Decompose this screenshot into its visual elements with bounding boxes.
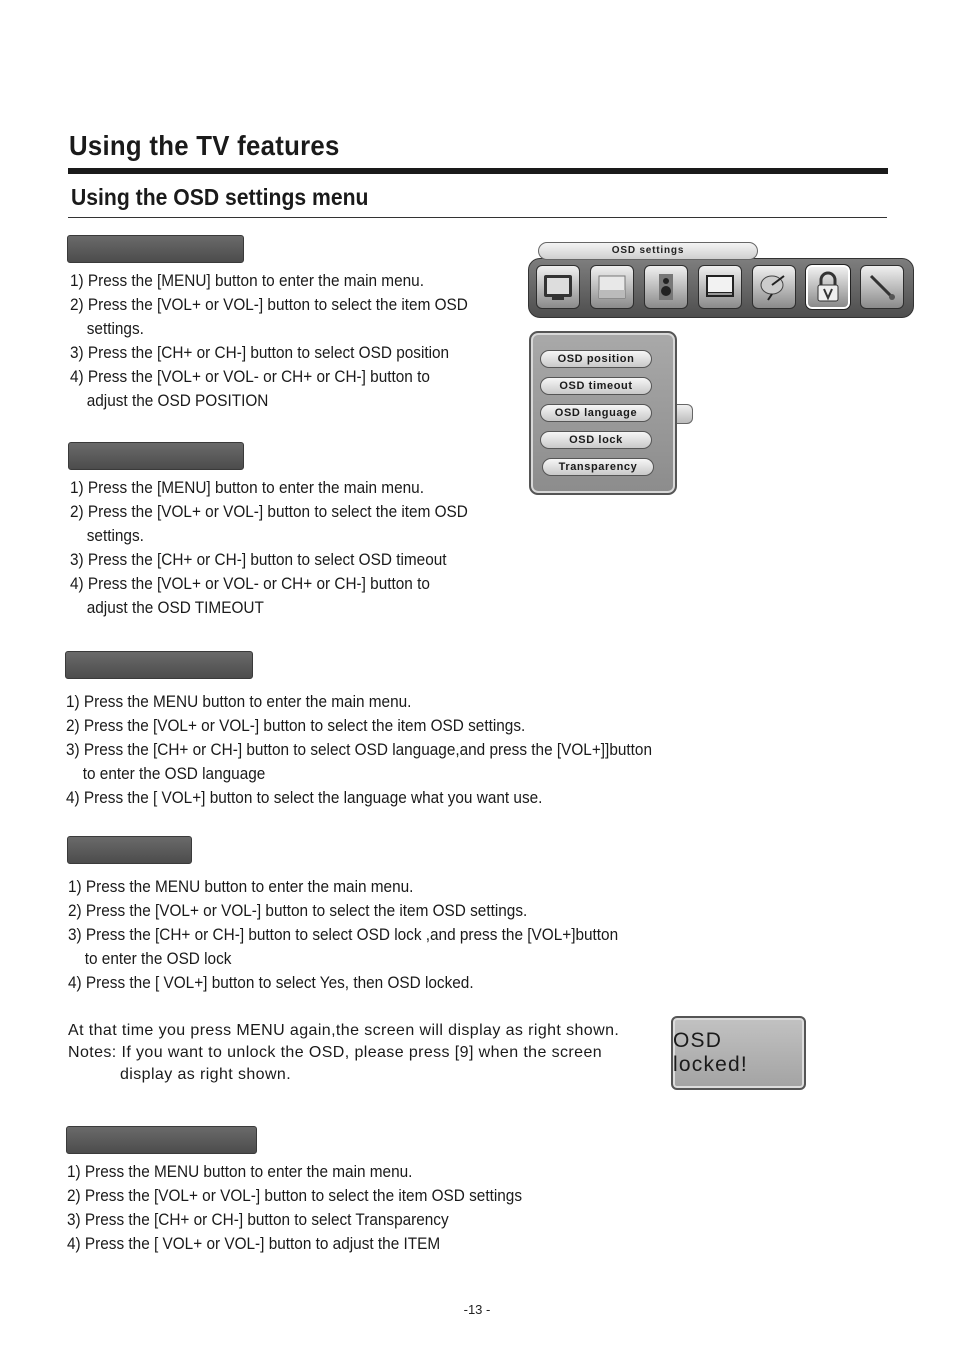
step-item: 4) Press the [VOL+ or VOL- or CH+ or CH-] button to adjust the OSD TIMEOUT [70, 575, 430, 617]
step-item: 2) Press the [VOL+ or VOL-] button to select the item OSD settings [67, 1187, 523, 1205]
submenu-side-tab [677, 404, 693, 424]
steps-osd-position [70, 269, 498, 413]
osd-locked-screen [671, 1016, 806, 1090]
step-item: 1) Press the [MENU] button to enter the main menu. [70, 479, 424, 497]
step-item: 1) Press the [MENU] button to enter the main menu. [70, 272, 424, 290]
step-item: 4) Press the [ VOL+] button to select Yes, then OSD locked. [68, 974, 474, 992]
lock-note-line: Notes: If you want to unlock the OSD, please press [9] when the screen [68, 1044, 603, 1061]
submenu-item-osd-position: OSD position [540, 350, 652, 368]
step-item: 3) Press the [CH+ or CH-] button to select OSD lock ,and press the [VOL+]button to enter the OSD lock [68, 926, 619, 968]
step-item: 2) Press the [VOL+ or VOL-] button to select the item OSD settings. [70, 296, 468, 338]
osd-submenu-panel [529, 331, 677, 495]
step-item: 1) Press the MENU button to enter the main menu. [66, 693, 412, 711]
osd-locked-text: OSD locked! [673, 1029, 748, 1076]
step-item: 4) Press the [ VOL+] button to select the language what you want use. [66, 789, 543, 807]
section-tag-transparency [66, 1126, 257, 1154]
osd-menubar [528, 238, 914, 318]
section-tag-osd-lock [67, 836, 192, 864]
step-item: 4) Press the [VOL+ or VOL- or CH+ or CH-] button to adjust the OSD POSITION [70, 368, 430, 410]
submenu-item-osd-timeout: OSD timeout [540, 377, 652, 395]
section-tag-osd-language [65, 651, 253, 679]
section-tag-osd-timeout [68, 442, 244, 470]
speaker-icon [644, 265, 688, 309]
page-title: Using the TV features [69, 130, 340, 161]
title-rule [68, 168, 888, 174]
tools-icon [860, 265, 904, 309]
steps-transparency [67, 1160, 556, 1256]
step-item: 3) Press the [CH+ or CH-] button to select OSD timeout [70, 551, 447, 569]
step-item: 1) Press the MENU button to enter the main menu. [67, 1163, 413, 1181]
steps-osd-timeout [70, 476, 498, 620]
step-item: 3) Press the [CH+ or CH-] button to select OSD language,and press the [VOL+]]button to enter the OSD language [66, 741, 652, 783]
step-item: 1) Press the MENU button to enter the main menu. [68, 878, 414, 896]
step-item: 3) Press the [CH+ or CH-] button to select Transparency [67, 1211, 449, 1229]
step-item: 3) Press the [CH+ or CH-] button to select OSD position [70, 344, 450, 362]
section-title: Using the OSD settings menu [71, 184, 369, 210]
page-number: -13 - [463, 1302, 491, 1317]
section-rule [68, 217, 887, 218]
submenu-item-transparency: Transparency [542, 458, 654, 476]
satellite-dish-icon [752, 265, 796, 309]
tv-icon [536, 265, 580, 309]
step-item: 4) Press the [ VOL+ or VOL-] button to adjust the ITEM [67, 1235, 441, 1253]
lock-note-line: At that time you press MENU again,the screen will display as right shown. [68, 1022, 620, 1039]
steps-osd-language [66, 690, 696, 810]
steps-osd-lock [68, 875, 660, 995]
lock-note [68, 1020, 619, 1086]
step-item: 2) Press the [VOL+ or VOL-] button to select the item OSD settings. [66, 717, 526, 735]
osd-menubar-tab: OSD settings [538, 242, 758, 260]
submenu-item-osd-language: OSD language [540, 404, 652, 422]
section-tag-osd-position [67, 235, 244, 263]
submenu-item-osd-lock: OSD lock [540, 431, 652, 449]
step-item: 2) Press the [VOL+ or VOL-] button to select the item OSD settings. [68, 902, 528, 920]
lock-note-line: display as right shown. [120, 1066, 292, 1083]
step-item: 2) Press the [VOL+ or VOL-] button to select the item OSD settings. [70, 503, 468, 545]
lock-icon [806, 265, 850, 309]
picture-icon [590, 265, 634, 309]
screen-icon [698, 265, 742, 309]
